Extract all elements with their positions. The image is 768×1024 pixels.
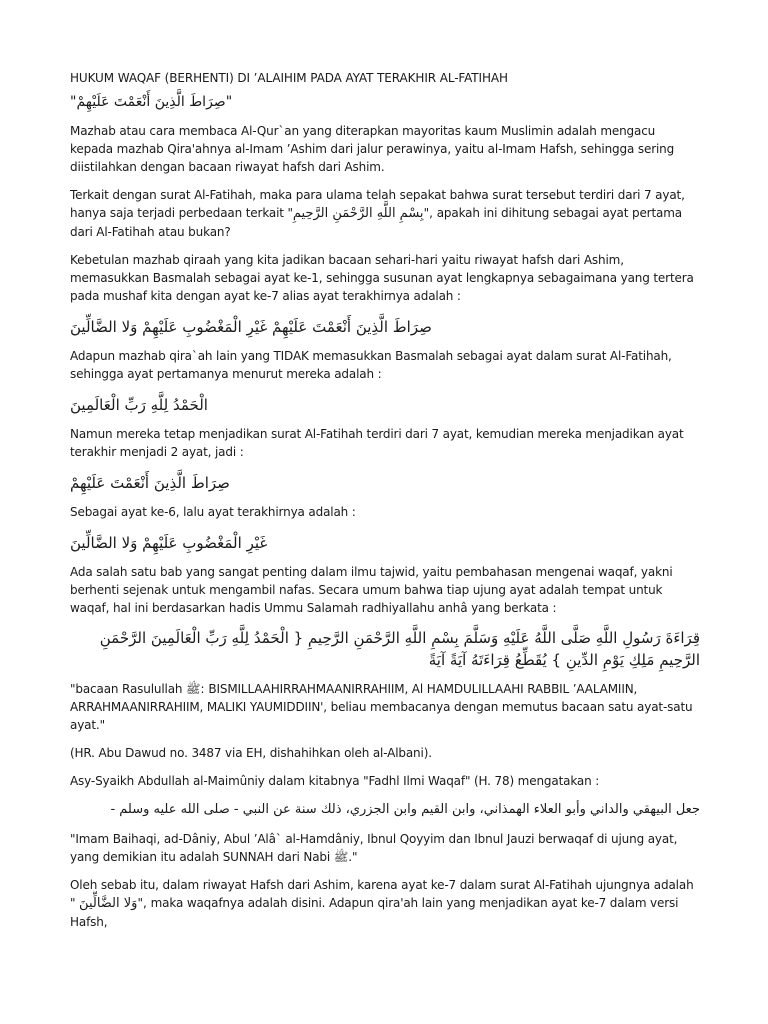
paragraph-12-text-before: Oleh sebab itu, dalam riwayat Hafsh dari Ashim, karena ayat ke-7 dalam surat Al-Fatihah ujungnya adalah " [70, 878, 694, 910]
paragraph-8: "bacaan Rasulullah ﷺ: BISMILLAAHIRRAHMAANIRRAHIIM, Al HAMDULILLAAHI RABBIL ’AALAMIIN, ARRAHMAANIRRAHIIM, MALIKI YAUMIDDIIN', beliau membacanya dengan memutus bacaan satu ayat-satu ayat." [70, 682, 693, 732]
paragraph-2-text-after: ", apakah ini dihitung sebagai ayat pertama dari Al-Fatihah atau bukan? [70, 206, 682, 239]
document-title: HUKUM WAQAF (BERHENTI) DI ’ALAIHIM PADA AYAT TERAKHIR AL-FATIHAH [70, 71, 508, 85]
title-arabic-quote: "صِرَاطَ الَّذِينَ أَنْعَمْتَ عَلَيْهِمْ" [70, 94, 233, 110]
paragraph-2 [70, 186, 700, 241]
arabic-quote-maimuniy: جعل البيهقي والداني وأبو العلاء الهمذاني، وابن القيم وابن الجزري، ذلك سنة عن النبي - صلى الله عليه وسلم - [110, 802, 700, 817]
paragraph-2-basmalah: بِسْمِ اللَّهِ الرَّحْمَنِ الرَّحِيمِ [292, 206, 424, 221]
paragraph-12-text-after: ", maka waqafnya adalah disini. Adapun qira'ah lain yang menjadikan ayat ke-7 dalam versi Hafsh, [70, 896, 679, 929]
arabic-hadith: قِرَاءَةَ رَسُولِ اللَّهِ صَلَّى اللَّهُ عَلَيْهِ وَسَلَّمَ بِسْمِ اللَّهِ الرَّحْمَنِ الرَّحِيمِ { الْحَمْدُ لِلَّهِ رَبِّ الْعَالَمِينَ الرَّحْمَنِ الرَّحِيمِ مَلِكِ يَوْمِ الدِّينِ } يُقَطِّعُ قِرَاءَتَهُ آيَةً آيَةً [99, 629, 700, 669]
paragraph-5: Namun mereka tetap menjadikan surat Al-Fatihah terdiri dari 7 ayat, kemudian mereka menjadikan ayat terakhir menjadi 2 ayat, jadi : [70, 427, 684, 459]
paragraph-10: Asy-Syaikh Abdullah al-Maimûniy dalam kitabnya "Fadhl Ilmi Waqaf" (H. 78) mengatakan : [70, 774, 600, 788]
paragraph-3: Kebetulan mazhab qiraah yang kita jadikan bacaan sehari-hari yaitu riwayat hafsh dari Ashim, memasukkan Basmalah sebagai ayat ke-1, sehingga susunan ayat lengkapnya sebagaimana yang tertera pada mushaf kita dengan ayat ke-7 alias ayat terakhirnya adalah : [70, 253, 694, 303]
paragraph-2-text-before: Terkait dengan surat Al-Fatihah, maka para ulama telah sepakat bahwa surat tersebut terdiri dari 7 ayat, hanya saja terjadi perbedaan terkait " [70, 188, 685, 220]
document-page [70, 70, 700, 1024]
paragraph-12-arabic: وَلا الضَّالِّينَ [79, 896, 138, 911]
arabic-verse-7-short: غَيْرِ الْمَغْضُوبِ عَلَيْهِمْ وَلا الضَّالِّينَ [70, 534, 268, 552]
arabic-verse-alhamdu: الْحَمْدُ لِلَّهِ رَبِّ الْعَالَمِينَ [70, 396, 208, 414]
paragraph-4: Adapun mazhab qira`ah lain yang TIDAK memasukkan Basmalah sebagai ayat dalam surat Al-Fatihah, sehingga ayat pertamanya menurut mereka adalah : [70, 349, 672, 381]
arabic-verse-7-full: صِرَاطَ الَّذِينَ أَنْعَمْتَ عَلَيْهِمْ غَيْرِ الْمَغْضُوبِ عَلَيْهِمْ وَلا الضَّالِّينَ [70, 318, 432, 336]
paragraph-6: Sebagai ayat ke-6, lalu ayat terakhirnya adalah : [70, 505, 356, 519]
paragraph-12 [70, 876, 700, 931]
paragraph-1: Mazhab atau cara membaca Al-Qur`an yang diterapkan mayoritas kaum Muslimin adalah mengacu kepada mazhab Qira'ahnya al-Imam ’Ashim dari jalur perawinya, yaitu al-Imam Hafsh, sehingga sering diistilahkan dengan bacaan riwayat hafsh dari Ashim. [70, 124, 675, 174]
paragraph-11: "Imam Baihaqi, ad-Dâniy, Abul ’Alâ` al-Hamdâniy, Ibnul Qoyyim dan Ibnul Jauzi berwaqaf di ujung ayat, yang demikian itu adalah SUNNAH dari Nabi ﷺ." [70, 832, 678, 864]
paragraph-7: Ada salah satu bab yang sangat penting dalam ilmu tajwid, yaitu pembahasan mengenai waqaf, yakni berhenti sejenak untuk mengambil nafas. Secara umum bahwa tiap ujung ayat adalah tempat untuk waqaf, hal ini berdasarkan hadis Ummu Salamah radhiyallahu anhâ yang berkata : [70, 565, 673, 615]
arabic-verse-6: صِرَاطَ الَّذِينَ أَنْعَمْتَ عَلَيْهِمْ [70, 474, 230, 492]
hadith-citation: (HR. Abu Dawud no. 3487 via EH, dishahihkan oleh al-Albani). [70, 746, 432, 760]
